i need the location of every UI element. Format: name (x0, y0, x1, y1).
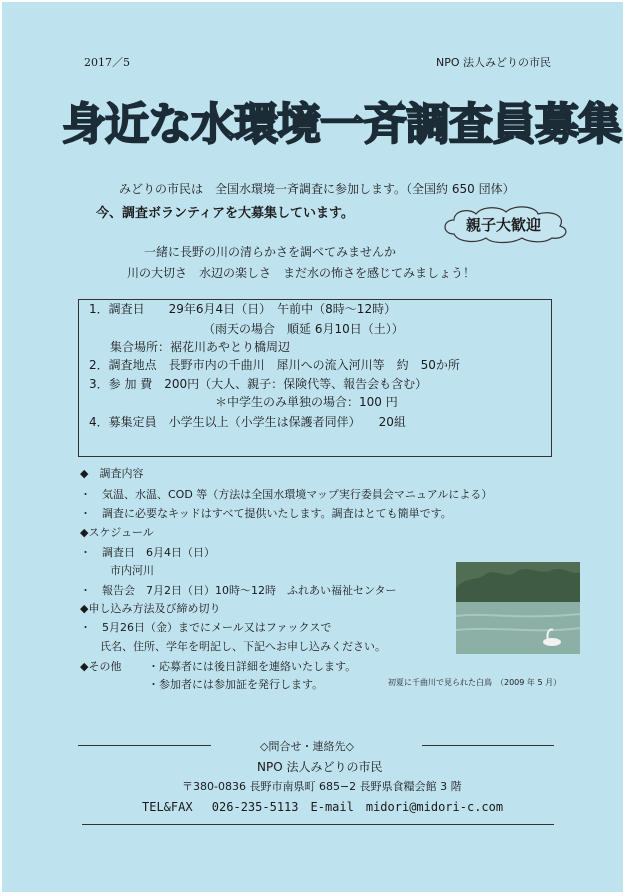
details-box (78, 299, 552, 457)
schedule-item-1: ・ 調査日 6月4日（日） (80, 546, 215, 559)
swan-photo (456, 562, 580, 654)
intro-line-4: 川の大切さ 水辺の楽しさ まだ水の怖さを感じてみましょう！ (127, 266, 476, 280)
contact-heading: ◇問合せ・連絡先◇ (260, 740, 354, 753)
flyer-page (2, 2, 623, 892)
apply-item-1: ・ 5月26日（金）までにメール又はファックスで (80, 621, 332, 634)
detail-fee-student: ＊中学生のみ単独の場合：100 円 (215, 395, 398, 409)
section-heading-content: ◆ 調査内容 (80, 467, 144, 480)
other-item-2: ・参加者には参加証を発行します。 (148, 678, 324, 691)
detail-location: 2．調査地点 長野市内の千曲川 犀川への流入河川等 約 50か所 (89, 358, 460, 372)
intro-line-1: みどりの市民は 全国水環境一斉調査に参加します。（全国約 650 団体） (119, 182, 515, 196)
contact-tel-email: TEL&FAX 026-235-5113 E-mail midori@midori-c.com (142, 800, 504, 814)
divider-bottom (82, 824, 554, 825)
section-heading-other: ◆その他 (80, 660, 122, 673)
section-heading-schedule: ◆スケジュール (80, 526, 154, 539)
contact-org: NPO 法人みどりの市民 (257, 760, 383, 774)
contact-address: 〒380-0836 長野市南県町 685−2 長野県食糧会館 3 階 (182, 780, 462, 793)
section-heading-apply: ◆申し込み方法及び締め切り (80, 602, 221, 615)
detail-capacity: 4．募集定員 小学生以上（小学生は保護者同伴） 20組 (89, 415, 406, 429)
apply-item-1-sub: 氏名、住所、学年を明記し、下記へお申し込みください。 (100, 640, 386, 653)
detail-rain-date: （雨天の場合 順延 6月10日（土）） (203, 322, 404, 336)
detail-date: 1．調査日 29年6月4日（日） 午前中（8時〜12時） (89, 302, 397, 316)
schedule-item-2: ・ 報告会 7月2日（日）10時〜12時 ふれあい福祉センター (80, 584, 397, 597)
other-item-1: ・応募者には後日詳細を連絡いたします。 (148, 660, 357, 673)
cloud-badge (440, 204, 574, 244)
page-title: 身近な水環境一斉調査員募集 (62, 99, 621, 150)
issue-date: 2017／5 (84, 56, 130, 69)
intro-line-2: 今、調査ボランティアを大募集しています。 (96, 206, 354, 221)
detail-fee: 3．参 加 費 200円（大人、親子：保険代等、報告会も含む） (89, 377, 428, 391)
divider-left (78, 745, 211, 746)
detail-meeting-place: 集合場所：裾花川あやとり橋周辺 (110, 340, 291, 354)
photo-caption: 初夏に千曲川で見られた白鳥 （2009 年 5 月） (388, 678, 562, 687)
header-org: NPO 法人みどりの市民 (436, 56, 552, 69)
schedule-item-1-sub: 市内河川 (110, 564, 154, 577)
swan-photo-image (456, 562, 580, 654)
divider-right (422, 745, 554, 746)
badge-text: 親子大歓迎 (466, 216, 542, 234)
content-item-1: ・ 気温、水温、COD 等（方法は全国水環境マップ実行委員会マニュアルによる） (80, 488, 493, 501)
content-item-2: ・ 調査に必要なキッドはすべて提供いたします。調査はとても簡単です。 (80, 507, 452, 520)
intro-line-3: 一緒に長野の川の清らかさを調べてみませんか (144, 245, 397, 259)
